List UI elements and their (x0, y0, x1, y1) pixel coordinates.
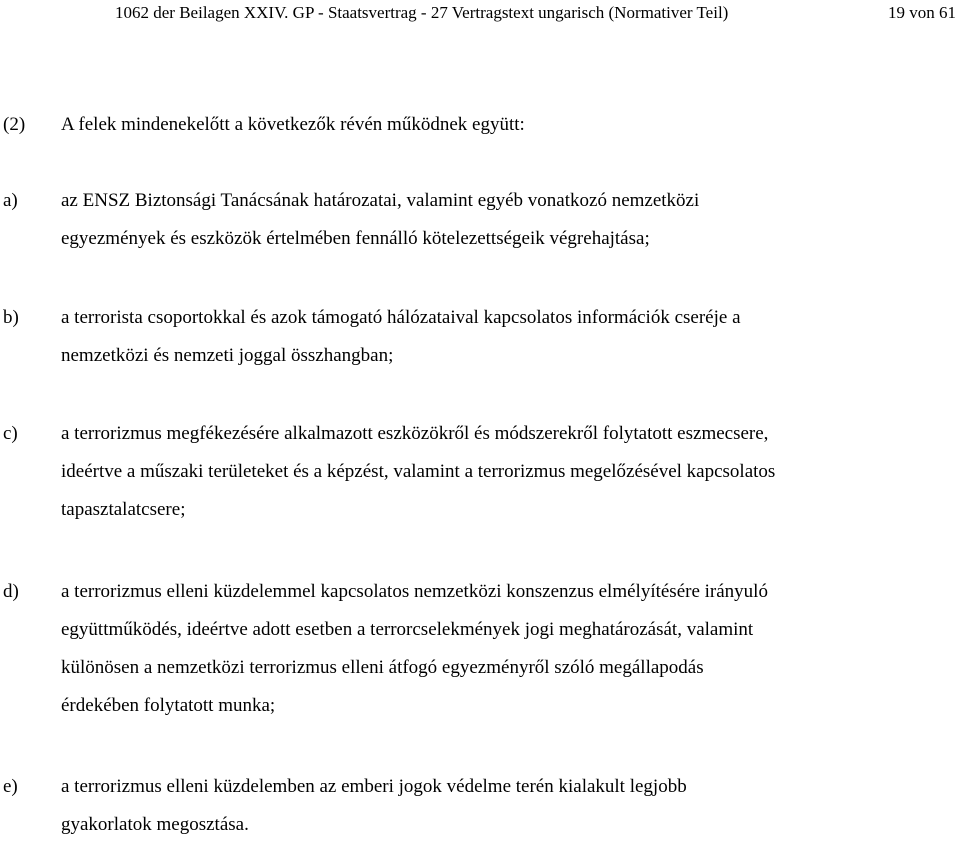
item-text (61, 299, 959, 375)
item-text (61, 182, 959, 258)
document-title: 1062 der Beilagen XXIV. GP - Staatsvertrag - 27 Vertragstext ungarisch (Normativer Teil) (115, 3, 729, 22)
text-line: különösen a nemzetközi terrorizmus elleni átfogó egyezményről szóló megállapodás (61, 657, 704, 678)
text-line: érdekében folytatott munka; (61, 695, 276, 716)
text-line: a terrorista csoportokkal és azok támogató hálózataival kapcsolatos információk cseréje a (61, 307, 741, 328)
item-label: d) (3, 581, 19, 602)
text-line: A felek mindenekelőtt a következők révén működnek együtt: (61, 114, 525, 135)
text-line: az ENSZ Biztonsági Tanácsának határozatai, valamint egyéb vonatkozó nemzetközi (61, 190, 700, 211)
text-line: gyakorlatok megosztása. (61, 814, 249, 835)
text-line: tapasztalatcsere; (61, 499, 186, 520)
text-line: nemzetközi és nemzeti joggal összhangban; (61, 345, 394, 366)
text-line: a terrorizmus elleni küzdelemben az emberi jogok védelme terén kialakult legjobb (61, 776, 687, 797)
page-header (0, 0, 959, 26)
item-text (61, 573, 959, 725)
text-line: ideértve a műszaki területeket és a képzést, valamint a terrorizmus megelőzésével kapcsolatos (61, 461, 776, 482)
text-line: egyezmények és eszközök értelmében fennálló kötelezettségeik végrehajtása; (61, 228, 650, 249)
text-line: a terrorizmus megfékezésére alkalmazott eszközökről és módszerekről folytatott eszmecsere, (61, 423, 769, 444)
item-label: b) (3, 307, 19, 328)
text-line: a terrorizmus elleni küzdelemmel kapcsolatos nemzetközi konszenzus elmélyítésére irányuló (61, 581, 768, 602)
paragraph-number: (2) (3, 114, 26, 135)
paragraph-text (61, 106, 959, 144)
text-line: együttműködés, ideértve adott esetben a terrorcselekmények jogi meghatározását, valamint (61, 619, 754, 640)
item-label: a) (3, 190, 18, 211)
item-text (61, 415, 959, 529)
page-number: 19 von 61 (888, 3, 956, 22)
item-label: e) (3, 776, 18, 797)
item-label: c) (3, 423, 18, 444)
item-text (61, 768, 959, 844)
